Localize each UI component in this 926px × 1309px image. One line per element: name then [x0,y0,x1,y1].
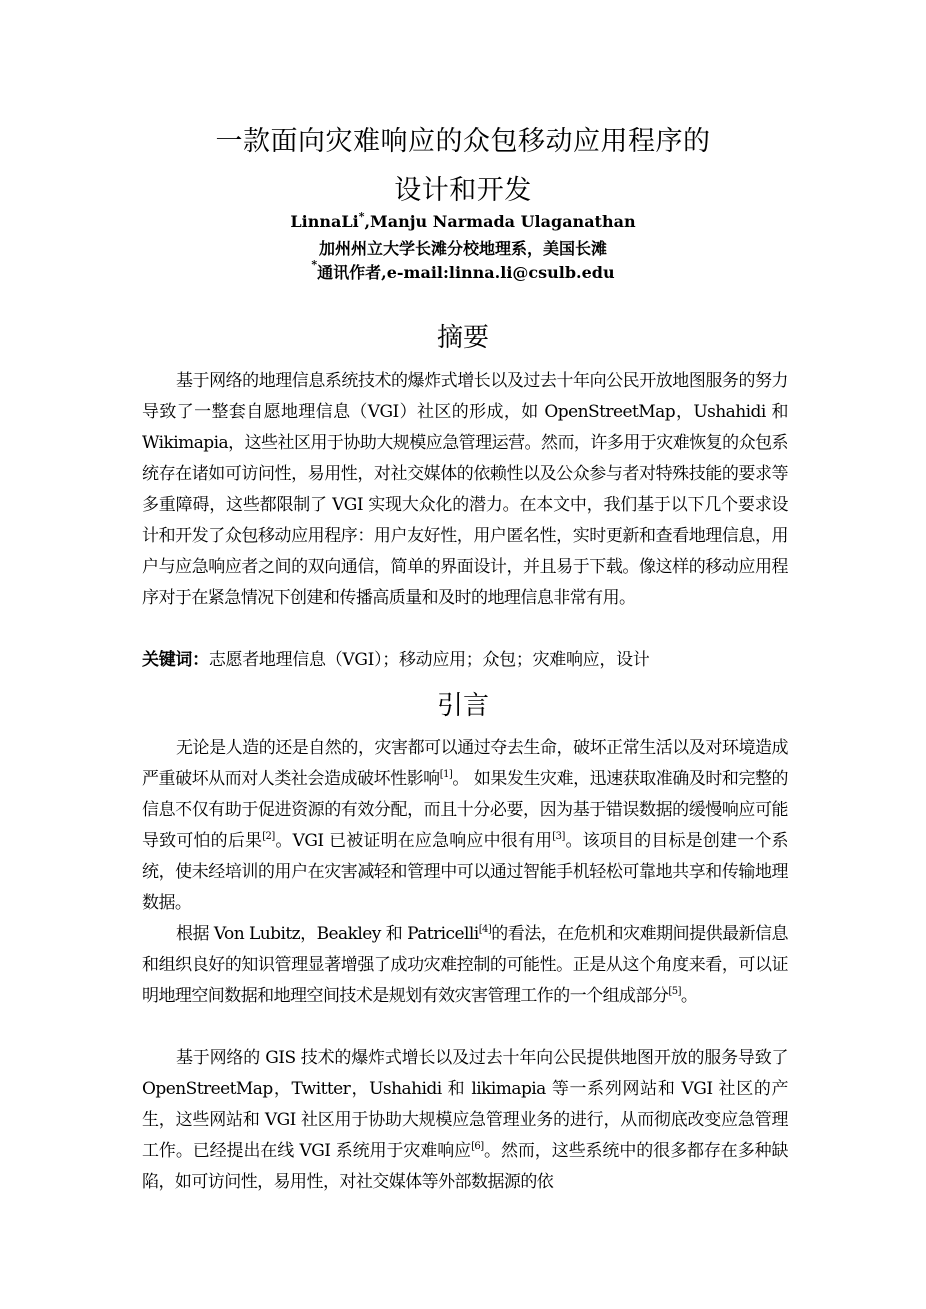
corresponding-text: 通讯作者,e-mail:linna.li@csulb.edu [317,263,615,282]
intro-p1-text-d: 。该项目的目标是创建一个系统，使未经培训的用户在灾害减轻和管理中可以通过智能手机轻松可靠地共享和传输地理数据。 [142,831,788,913]
citation-5: [5] [668,986,681,997]
intro-p1-text-c: 。VGI 已被证明在应急响应中很有用 [274,831,553,851]
abstract-text: 基于网络的地理信息系统技术的爆炸式增长以及过去十年向公民开放地图服务的努力导致了一整套自愿地理信息（VGI）社区的形成，如 OpenStreetMap，Ushahidi 和 Wikimapia，这些社区用于协助大规模应急管理运营。然而，许多用于灾难恢复的众包系统存在诸如可访问性，易用性，对社交媒体的依赖性以及公众参与者对特殊技能的要求等多重障碍，这些都限制了 VGI 实现大众化的潜力。在本文中，我们基于以下几个要求设计和开发了众包移动应用程序：用户友好性，用户匿名性，实时更新和查看地理信息，用户与应急响应者之间的双向通信，简单的界面设计，并且易于下载。像这样的移动应用程序对于在紧急情况下创建和传播高质量和及时的地理信息非常有用。 [142,371,788,608]
citation-6: [6] [471,1141,484,1152]
affiliation: 加州州立大学长滩分校地理系，美国长滩 [318,239,607,258]
intro-p2-text-b: 的看法，在危机和灾难期间提供最新信息和组织良好的知识管理显著增强了成功灾难控制的可能性。正是从这个角度来看，可以证明地理空间数据和地理空间技术是规划有效灾害管理工作的一个组成部分 [142,924,788,1006]
intro-paragraph-2 [142,919,788,1012]
abstract-heading: 摘要 [436,323,489,353]
citation-4: [4] [478,924,492,935]
intro-p2-text-a: 根据 Von Lubitz，Beakley 和 Patricelli [176,924,479,944]
intro-heading: 引言 [436,691,489,721]
citation-2: [2] [262,831,275,842]
citation-1: [1] [439,769,453,780]
author-rest: ,Manju Narmada Ulaganathan [364,212,636,231]
author-line [0,212,926,231]
intro-paragraph-3 [142,1043,788,1198]
intro-p1-text-b: 。 如果发生灾难，迅速获取准确及时和完整的信息不仅有助于促进资源的有效分配，而且十分必要，因为基于错误数据的缓慢响应可能导致可怕的后果 [142,769,788,851]
keywords-text: 志愿者地理信息（VGI）；移动应用；众包；灾难响应，设计 [208,650,650,670]
intro-p3-text-a: 基于网络的 GIS 技术的爆炸式增长以及过去十年向公民提供地图开放的服务导致了 OpenStreetMap，Twitter，Ushahidi 和 likimapia 等一系列网站和 VGI 社区的产生，这些网站和 VGI 社区用于协助大规模应急管理业务的进行，从而彻底改变应急管理工作。已经提出在线 VGI 系统用于灾难响应 [142,1048,788,1161]
corresponding-author [0,260,926,283]
intro-p1-text-a: 无论是人造的还是自然的，灾害都可以通过夺去生命，破坏正常生活以及对环境造成严重破坏从而对人类社会造成破坏性影响 [142,738,788,789]
author-star: * [358,210,365,223]
citation-3: [3] [552,831,565,842]
corresponding-star: * [311,258,318,271]
title-line-2: 设计和开发 [394,175,532,206]
intro-p3-text-b: 。然而，这些系统中的很多都存在多种缺陷，如可访问性，易用性，对社交媒体等外部数据源的依 [142,1141,788,1192]
intro-p2-text-c: 。 [680,986,698,1006]
intro-paragraph-1 [142,733,788,919]
keywords-line [142,645,788,676]
author-first: LinnaLi [290,212,359,231]
keywords-label: 关键词： [142,650,209,670]
title-line-1: 一款面向灾难响应的众包移动应用程序的 [215,126,711,157]
